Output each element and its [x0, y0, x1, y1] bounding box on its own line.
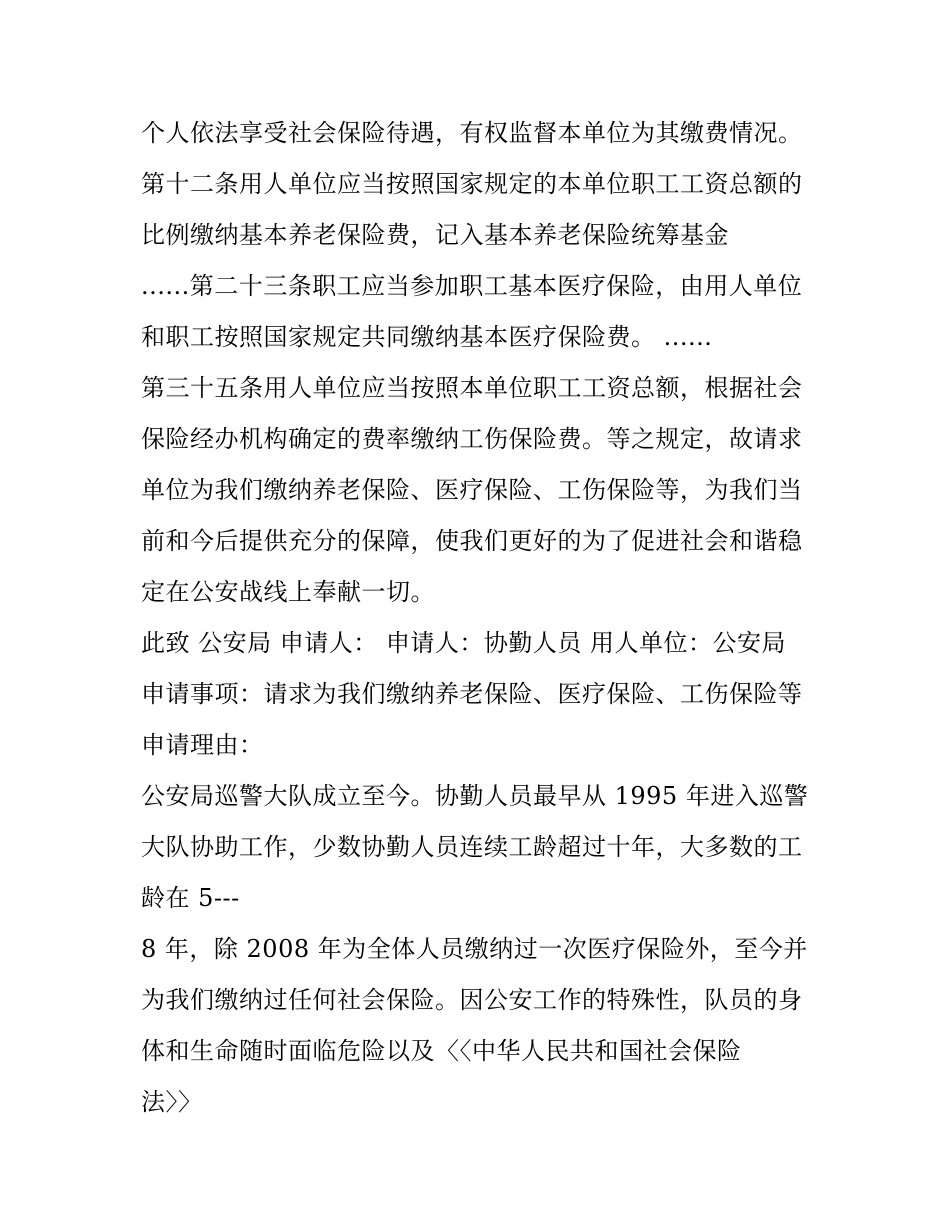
document-body	[141, 108, 831, 1128]
text-line-17: 8 年，除 2008 年为全体人员缴纳过一次医疗保险外，至今并	[141, 935, 808, 963]
text-line-13: 申请理由：	[141, 731, 264, 759]
text-line-10: 定在公安战线上奉献一切。	[141, 578, 435, 606]
text-line-2: 第十二条用人单位应当按照国家规定的本单位职工工资总额的	[141, 170, 803, 198]
text-line-19: 体和生命随时面临危险以及〈〈中华人民共和国社会保险	[141, 1037, 742, 1065]
text-line-14: 公安局巡警大队成立至今。协勤人员最早从 1995 年进入巡警	[141, 782, 809, 810]
text-line-15: 大队协助工作，少数协勤人员连续工龄超过十年，大多数的工	[141, 833, 803, 861]
text-line-5: 和职工按照国家规定共同缴纳基本医疗保险费。 ......	[141, 323, 713, 351]
text-line-11: 此致 公安局 申请人： 申请人：协勤人员 用人单位：公安局	[141, 629, 787, 657]
text-line-4: ......第二十三条职工应当参加职工基本医疗保险，由用人单位	[141, 272, 803, 300]
text-line-18: 为我们缴纳过任何社会保险。因公安工作的特殊性，队员的身	[141, 986, 803, 1014]
text-line-3: 比例缴纳基本养老保险费，记入基本养老保险统筹基金	[141, 221, 729, 249]
text-line-6: 第三十五条用人单位应当按照本单位职工工资总额，根据社会	[141, 374, 803, 402]
text-line-12: 申请事项：请求为我们缴纳养老保险、医疗保险、工伤保险等	[141, 680, 803, 708]
text-line-7: 保险经办机构确定的费率缴纳工伤保险费。等之规定，故请求	[141, 425, 803, 453]
text-line-16: 龄在 5---	[141, 884, 240, 912]
text-line-20: 法〉〉	[141, 1088, 203, 1116]
text-line-9: 前和今后提供充分的保障，使我们更好的为了促进社会和谐稳	[141, 527, 803, 555]
text-line-1: 个人依法享受社会保险待遇，有权监督本单位为其缴费情况。	[141, 119, 803, 147]
text-line-8: 单位为我们缴纳养老保险、医疗保险、工伤保险等，为我们当	[141, 476, 803, 504]
